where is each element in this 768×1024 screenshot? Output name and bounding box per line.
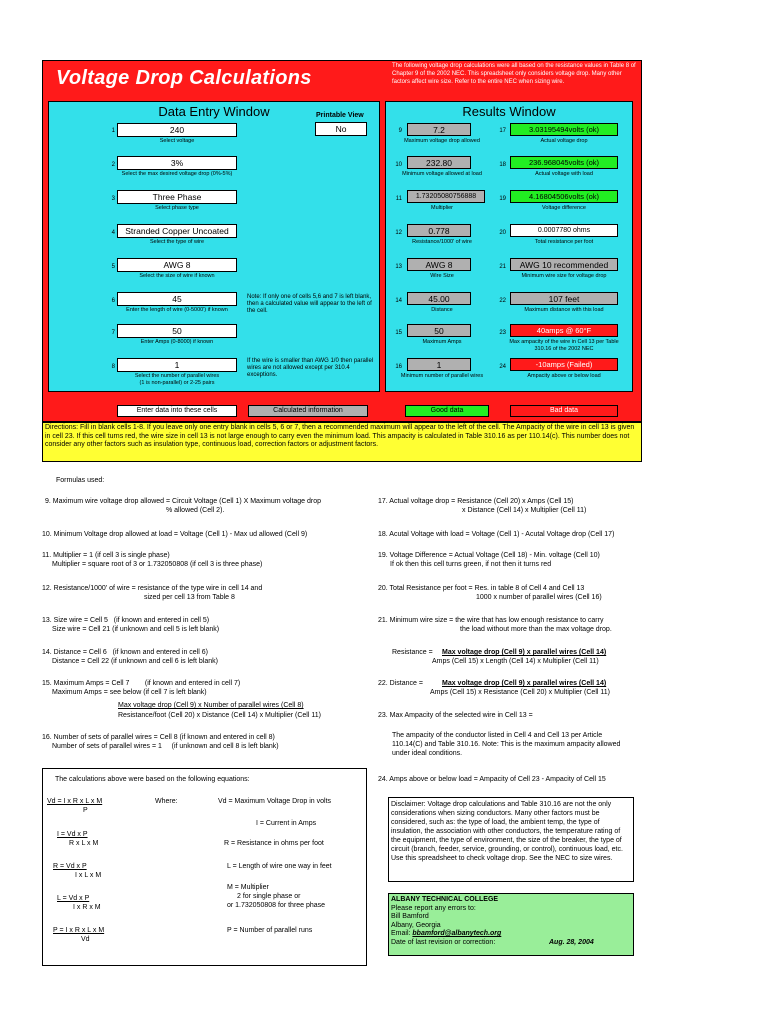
min-wire-size-label: Minimum wire size for voltage drop	[521, 273, 607, 279]
formula-24: 24. Amps above or below load = Ampacity of Cell 23 - Ampacity of Cell 15	[378, 776, 606, 783]
cell-num-8: 8	[111, 364, 115, 370]
max-drop-result: 7.2	[407, 123, 471, 136]
formula-9a: 9. Maximum wire voltage drop allowed = Circuit Voltage (Cell 1) X Maximum voltage drop	[45, 498, 322, 505]
college-info	[388, 893, 634, 956]
formula-19a: 19. Voltage Difference = Actual Voltage (Cell 18) - Min. voltage (Cell 10)	[378, 552, 600, 559]
actual-drop-result: 3.03195494volts (ok)	[510, 123, 618, 136]
cell-num-24: 24	[499, 364, 506, 370]
cell-num-6: 6	[111, 298, 115, 304]
formula-18: 18. Acutal Voltage with load = Voltage (Cell 1) - Acutal Voltage drop (Cell 17)	[378, 531, 615, 538]
formula-12a: 12. Resistance/1000' of wire = resistance of the type wire in cell 14 and	[42, 585, 263, 592]
def-m: M = Multiplier	[227, 884, 269, 891]
formula-15b: Maximum Amps = see below (if cell 7 is left blank)	[52, 689, 207, 696]
formula-15d: Resistance/foot (Cell 20) x Distance (Cell 14) x Multiplier (Cell 11)	[118, 712, 321, 719]
multiplier-result: 1.73205080756888	[407, 190, 485, 203]
cell-num-12: 12	[395, 230, 402, 236]
formula-22-denominator: Amps (Cell 15) x Resistance (Cell 20) x Multiplier (Cell 11)	[430, 689, 610, 696]
cell-num-10: 10	[395, 162, 402, 168]
resistance-result: 0.778	[407, 224, 471, 237]
amps-label: Enter Amps (0-8000) if known	[140, 339, 214, 345]
formula-9b: % allowed (Cell 2).	[166, 507, 225, 514]
resistance-formula-label: Resistance =	[392, 649, 433, 656]
formula-14b: Distance = Cell 22 (if unknown and cell 6 is left blank)	[52, 658, 218, 665]
parallel-note: If the wire is smaller than AWG 1/0 then parallel wires are not allowed except per 310.4 exceptions.	[247, 358, 374, 378]
amps-input[interactable]: 50	[117, 324, 237, 338]
formula-11b: Multiplier = square root of 3 or 1.732050808 (if cell 3 is three phase)	[52, 561, 263, 568]
results-title: Results Window	[462, 104, 556, 119]
equations-box	[42, 768, 367, 966]
def-i: I = Current in Amps	[256, 820, 317, 827]
equation-r-denominator: I x L x M	[75, 872, 102, 879]
parallel-select[interactable]: 1	[117, 358, 237, 372]
resistance-formula-numerator: Max voltage drop (Cell 9) x parallel wires (Cell 14)	[442, 649, 607, 656]
wire-size-result: AWG 8	[407, 258, 471, 271]
revision-date: Aug. 28, 2004	[549, 938, 594, 946]
formula-14a: 14. Distance = Cell 6 (if known and entered in cell 6)	[42, 649, 208, 656]
def-r: R = Resistance in ohms per foot	[224, 840, 324, 847]
max-amps-result: 50	[407, 324, 471, 337]
equations-heading: The calculations above were based on the following equations:	[55, 776, 250, 783]
formula-16b: Number of sets of parallel wires = 1 (if unknown and cell 8 is left blank)	[52, 743, 279, 750]
equation-i-numerator: I = Vd x P	[57, 831, 88, 838]
actual-voltage-label: Actual voltage with load	[535, 171, 593, 177]
contact-location: Albany, Georgia	[391, 921, 441, 929]
formula-21b: the load without more than the max voltage drop.	[460, 626, 612, 633]
distance-label: Distance	[431, 307, 453, 313]
equation-r-numerator: R = Vd x P	[53, 863, 87, 870]
cell-num-1: 1	[111, 128, 115, 134]
formula-22-numerator: Max voltage drop (Cell 9) x parallel wires (Cell 14)	[442, 680, 607, 687]
max-distance-result: 107 feet	[510, 292, 618, 305]
formulas-heading: Formulas used:	[56, 477, 105, 484]
parallel-label-2: (1 is non-parallel) or 2-25 pairs	[139, 380, 215, 386]
cell-num-3: 3	[111, 196, 115, 202]
formula-22-label: 22. Distance =	[378, 680, 423, 687]
cell-num-18: 18	[499, 162, 506, 168]
voltage-difference-result: 4.16804506volts (ok)	[510, 190, 618, 203]
legend-calculated: Calculated information	[248, 405, 368, 417]
multiplier-label: Multiplier	[430, 205, 453, 211]
data-entry-window	[48, 101, 380, 392]
def-vd: Vd = Maximum Voltage Drop in volts	[218, 798, 332, 805]
page-title: Voltage Drop Calculations	[56, 67, 312, 89]
min-voltage-label: Minimum voltage allowed at load	[402, 171, 482, 177]
formula-16a: 16. Number of sets of parallel wires = Cell 8 (if known and entered in cell 8)	[42, 734, 275, 741]
wire-type-select[interactable]: Stranded Copper Uncoated	[117, 224, 237, 238]
cell-num-22: 22	[499, 298, 506, 304]
length-input[interactable]: 45	[117, 292, 237, 306]
cell-num-4: 4	[111, 230, 115, 236]
resistance-label: Resistance/1000' of wire	[412, 239, 472, 245]
formula-17b: x Distance (Cell 14) x Multiplier (Cell 11)	[462, 507, 587, 514]
cell-num-13: 13	[395, 264, 402, 270]
cell-num-9: 9	[398, 128, 402, 134]
max-distance-label: Maximum distance with this load	[524, 307, 604, 313]
phase-select[interactable]: Three Phase	[117, 190, 237, 204]
parallel-label-1: Select the number of parallel wires	[134, 373, 220, 379]
cell-num-23: 23	[499, 330, 506, 336]
equation-p-denominator: Vd	[81, 936, 90, 943]
total-resistance-result: 0.0007780 ohms	[510, 224, 618, 237]
wire-type-label: Select the type of wire	[149, 239, 205, 245]
amps-difference-result: -10amps (Failed)	[510, 358, 618, 371]
formula-23: 23. Max Ampacity of the selected wire in Cell 13 =	[378, 712, 533, 719]
college-name: ALBANY TECHNICAL COLLEGE	[391, 896, 499, 903]
equation-vd-numerator: Vd = I x R x L x M	[47, 798, 103, 805]
actual-voltage-result: 236.968045volts (ok)	[510, 156, 618, 169]
where-label: Where:	[155, 798, 178, 805]
disclaimer: Disclaimer: Voltage drop calculations and Table 310.16 are not the only considerations when sizing conductors. Many other factors must be considered, such as: the type of load, the ambient temp, the type of insulation, the association with other conductors, the temperature rating of the equipment, the type of environment, the size of the breaker, the type of circuit (branch, feeder, service, grounding, or control), continuous load, etc. Use this spreadsheet to check voltage drop. See the NEC to size wires.	[388, 797, 634, 882]
cell-num-11: 11	[395, 196, 402, 202]
printable-label: Printable View	[316, 112, 364, 119]
cell-num-17: 17	[499, 128, 506, 134]
ampacity-result: 40amps @ 60°F	[510, 324, 618, 337]
ampacity-label-1: Max ampacity of the wire in Cell 13 per Table	[509, 339, 619, 345]
length-label: Enter the length of wire (0-5000') if known	[126, 307, 228, 313]
wire-size-result-label: Wire Size	[430, 273, 454, 279]
max-drop-label: Select the max desired voltage drop (0%-5%)	[121, 171, 233, 177]
formula-13b: Size wire = Cell 21 (if unknown and cell 5 is left blank)	[52, 626, 220, 633]
def-m-single: 2 for single phase or	[237, 893, 301, 900]
cell-num-2: 2	[111, 162, 115, 168]
phase-label: Select phase type	[155, 205, 199, 211]
voltage-input[interactable]: 240	[117, 123, 237, 137]
contact-name: Bill Bamford	[391, 913, 429, 920]
formula-11a: 11. Multiplier = 1 (if cell 3 is single phase)	[42, 552, 170, 559]
ampacity-label-2: 310.16 of the 2002 NEC	[534, 346, 594, 352]
amps-difference-label: Ampacity above or below load	[527, 373, 601, 379]
cell-num-20: 20	[499, 230, 506, 236]
formula-10: 10. Minimum Voltage drop allowed at load = Voltage (Cell 1) - Max ud allowed (Cell 9)	[42, 531, 308, 538]
max-drop-input[interactable]: 3%	[117, 156, 237, 170]
cell-num-19: 19	[499, 196, 506, 202]
equation-p-numerator: P = I x R x L x M	[53, 927, 105, 934]
formula-21a: 21. Minimum wire size = the wire that has low enough resistance to carry	[378, 617, 604, 624]
cell-num-21: 21	[499, 264, 506, 270]
top-note: The following voltage drop calculations were all based on the resistance values in Table 8 of Chapter 9 of the 2002 NEC. This spreadsheet only considers voltage drop. Many other factors affect wire size. Refer to the entire NEC when sizing wire.	[392, 63, 636, 85]
formula-12b: sized per cell 13 from Table 8	[144, 594, 235, 601]
email-link[interactable]: bbamford@albanytech.org	[412, 930, 502, 937]
total-resistance-label: Total resistance per foot	[534, 239, 594, 245]
voltage-difference-label: Voltage difference	[542, 205, 586, 211]
printable-input[interactable]: No	[315, 122, 367, 136]
max-amps-label: Maximum Amps	[422, 339, 462, 345]
equation-l-denominator: I x R x M	[73, 904, 101, 911]
max-drop-result-label: Maximum voltage drop allowed	[404, 138, 480, 144]
entry-title: Data Entry Window	[158, 104, 270, 119]
def-m-three: or 1.732050808 for three phase	[227, 902, 326, 909]
equation-l-numerator: L = Vd x P	[57, 895, 90, 902]
voltage-label: Select voltage	[159, 138, 195, 144]
cell-num-7: 7	[111, 330, 115, 336]
formula-15c: Max voltage drop (Cell 9) x Number of parallel wires (Cell 8)	[118, 702, 304, 709]
formula-13a: 13. Size wire = Cell 5 (if known and entered in cell 5)	[42, 617, 210, 624]
legend-bad: Bad data	[510, 405, 618, 417]
min-parallel-label: Minimum number of parallel wires	[400, 373, 484, 379]
formula-20b: 1000 x number of parallel wires (Cell 16)	[476, 594, 602, 601]
cell-num-16: 16	[395, 364, 402, 370]
revision-label: Date of last revision or correction:	[391, 938, 496, 946]
blank-cell-note: Note: If only one of cells 5,6 and 7 is left blank, then a calculated value will appear to the left of the cell.	[247, 294, 372, 314]
directions: Directions: Fill in blank cells 1-8. If you leave only one entry blank in cells 5, 6 or 7, then a recommended maximum will appear to the left of the cell. The Ampacity of the wire in cell 13 is given in cell 23. If this cell turns red, the wire size in cell 13 is not large enough to carry even the minimum load. This ampacity is calculated in Table 310.16 as per 110.14(c). This number does not consider any other factors such as insulation type, continuous load, correction factors or adjustment factors.	[42, 422, 642, 462]
cell-num-5: 5	[111, 264, 115, 270]
min-parallel-result: 1	[407, 358, 471, 371]
wire-size-label: Select the size of wire if known	[139, 273, 215, 279]
formula-15a: 15. Maximum Amps = Cell 7 (if known and entered in cell 7)	[42, 680, 241, 687]
cell-num-15: 15	[395, 330, 402, 336]
min-voltage-result: 232.80	[407, 156, 471, 169]
def-l: L = Length of wire one way in feet	[227, 863, 332, 870]
cell-num-14: 14	[395, 298, 402, 304]
formula-17a: 17. Actual voltage drop = Resistance (Cell 20) x Amps (Cell 15)	[378, 498, 574, 505]
legend-entry: Enter data into these cells	[117, 405, 237, 417]
min-wire-size-result: AWG 10 recommended	[510, 258, 618, 271]
def-p: P = Number of parallel runs	[227, 927, 313, 934]
equation-i-denominator: R x L x M	[69, 840, 99, 847]
wire-size-select[interactable]: AWG 8	[117, 258, 237, 272]
formula-20a: 20. Total Resistance per foot = Res. in table 8 of Cell 4 and Cell 13	[378, 585, 585, 592]
formula-19b: If ok then this cell turns green, if not then it turns red	[390, 561, 552, 568]
email-label: Email:	[391, 930, 411, 937]
report-errors: Please report any errors to:	[391, 904, 476, 912]
distance-result: 45.00	[407, 292, 471, 305]
formula-23-description: The ampacity of the conductor listed in Cell 4 and Cell 13 per Article 110.14(C) and Table 310.16. Note: This is the maximum ampacity allowed under ideal conditions.	[392, 732, 621, 757]
legend-good: Good data	[405, 405, 489, 417]
actual-drop-label: Actual voltage drop	[540, 138, 588, 144]
results-window	[385, 101, 633, 392]
resistance-formula-denominator: Amps (Cell 15) x Length (Cell 14) x Multiplier (Cell 11)	[432, 658, 599, 665]
equation-vd-denominator: P	[83, 807, 88, 814]
